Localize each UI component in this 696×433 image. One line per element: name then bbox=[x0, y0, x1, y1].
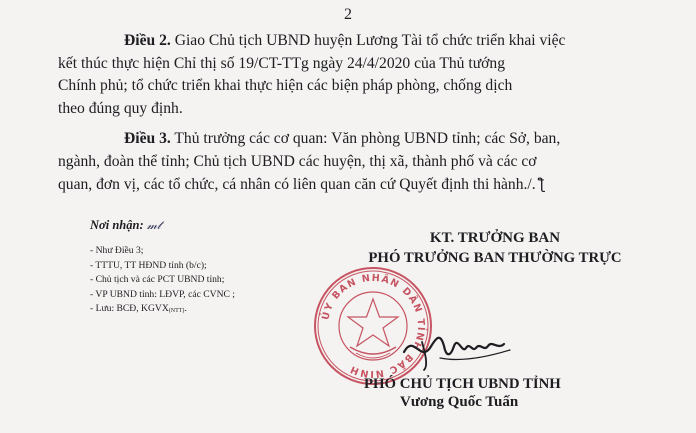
recipient-item: - Như Điều 3; bbox=[90, 245, 144, 256]
recipient-item: - VP UBND tỉnh: LĐVP, các CVNC ; bbox=[90, 288, 235, 300]
signer-name: Vương Quốc Tuấn bbox=[400, 394, 519, 410]
article-3-line-1: Thủ trưởng các cơ quan: Văn phòng UBND tỉnh; các Sở, ban, bbox=[174, 130, 561, 147]
article-2 bbox=[58, 30, 658, 120]
article-3-line-3: quan, đơn vị, các tổ chức, cá nhân có liên quan căn cứ Quyết định thi hành./. bbox=[58, 176, 536, 193]
signature-heading-2: PHÓ TRƯỞNG BAN THƯỜNG TRỰC bbox=[368, 250, 622, 266]
handwritten-initial-mark: 𝓂𝓉 bbox=[146, 218, 162, 232]
article-2-line-1: Giao Chủ tịch UBND huyện Lương Tài tổ chức triển khai việc bbox=[174, 32, 566, 49]
article-2-line-3: Chính phủ; tổ chức triển khai thực hiện các biện pháp phòng, chống dịch bbox=[58, 77, 513, 94]
check-mark-icon: ƪ bbox=[539, 175, 545, 193]
article-3-label: Điều 3. bbox=[124, 130, 171, 147]
handwritten-signature bbox=[400, 322, 520, 372]
recipient-item: - Lưu: BCĐ, $KGVX_{(NTT)}$. bbox=[90, 303, 187, 315]
signature-heading-1: KT. TRƯỞNG BAN bbox=[429, 230, 561, 246]
recipient-item: - Chủ tịch và các PCT UBND tỉnh; bbox=[90, 274, 225, 286]
recipients-list bbox=[90, 244, 330, 319]
article-2-line-4: theo đúng quy định. bbox=[58, 99, 183, 117]
page-number: 2 bbox=[344, 6, 352, 23]
recipients-title: Nơi nhận: bbox=[90, 218, 144, 232]
article-3-line-2: ngành, đoàn thể tỉnh; Chủ tịch UBND các huyện, thị xã, thành phố và các cơ bbox=[58, 152, 537, 170]
svg-text:ỦY BAN NHÂN DÂN TỈNH BẮC NINH: ỦY BAN NHÂN DÂN TỈNH BẮC NINH bbox=[320, 272, 427, 380]
article-2-label: Điều 2. bbox=[124, 32, 171, 49]
recipients-block bbox=[90, 218, 330, 319]
article-2-line-2: kết thúc thực hiện Chỉ thị số 19/CT-TTg ngày 24/4/2020 của Thủ tướng bbox=[58, 54, 506, 72]
article-3 bbox=[58, 128, 658, 197]
recipient-item: - TTTU, TT HĐND tỉnh (b/c); bbox=[90, 259, 207, 271]
signer-title: PHÓ CHỦ TỊCH UBND TỈNH bbox=[364, 376, 561, 392]
